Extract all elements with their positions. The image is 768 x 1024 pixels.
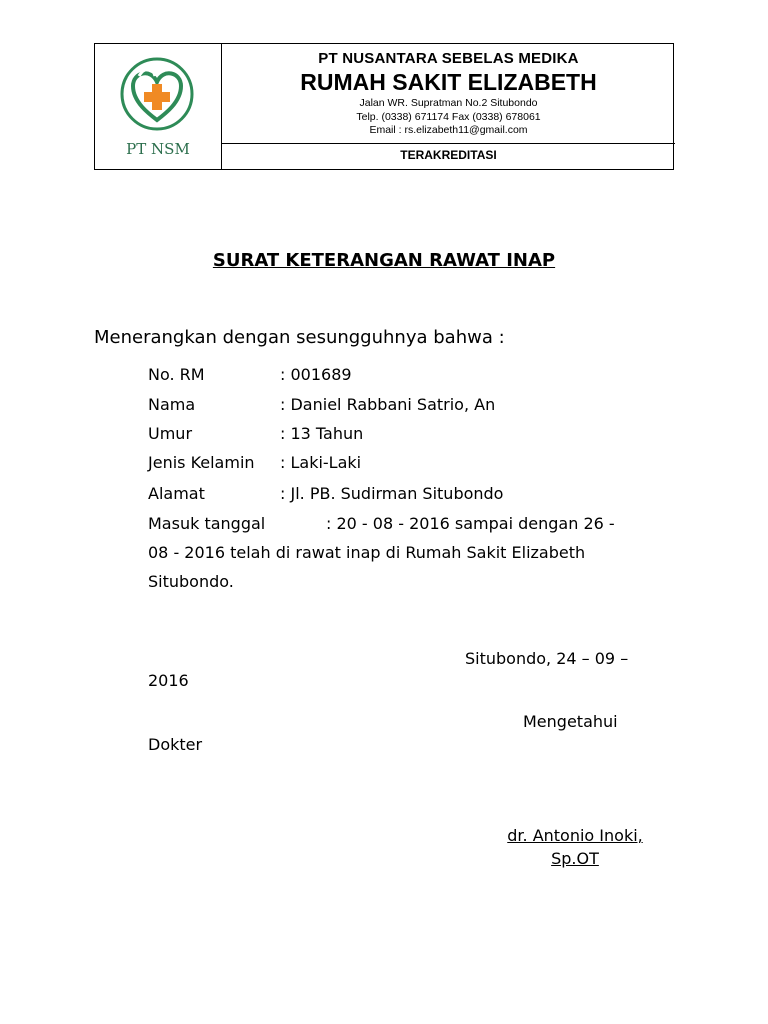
hospital-name: RUMAH SAKIT ELIZABETH	[300, 69, 597, 95]
acknowledged-label: Mengetahui	[523, 712, 618, 731]
field-value-alamat: : Jl. PB. Sudirman Situbondo	[280, 484, 504, 503]
company-name: PT NUSANTARA SEBELAS MEDIKA	[318, 50, 579, 67]
field-value-no-rm: : 001689	[280, 365, 352, 384]
doctor-name: dr. Antonio Inoki,	[507, 826, 643, 845]
place-date-year: 2016	[148, 671, 189, 690]
hospital-phone: Telp. (0338) 671174 Fax (0338) 678061	[356, 111, 541, 123]
stay-label: Masuk tanggal	[148, 514, 266, 533]
place-date: Situbondo, 24 – 09 –	[465, 649, 629, 668]
accreditation-status: TERAKREDITASI	[400, 148, 497, 162]
letterhead	[94, 43, 674, 170]
stay-location: Situbondo.	[148, 572, 234, 591]
intro-statement: Menerangkan dengan sesungguhnya bahwa :	[94, 327, 505, 348]
field-label-jenis-kelamin: Jenis Kelamin	[148, 453, 255, 472]
acknowledged-role: Dokter	[148, 735, 203, 754]
header-horizontal-divider	[221, 143, 675, 144]
field-label-nama: Nama	[148, 395, 196, 414]
field-label-alamat: Alamat	[148, 484, 205, 503]
field-label-no-rm: No. RM	[148, 365, 205, 384]
stay-period-end: 08 - 2016 telah di rawat inap di Rumah Sakit Elizabeth	[148, 543, 586, 562]
field-label-umur: Umur	[148, 424, 193, 443]
field-value-nama: : Daniel Rabbani Satrio, An	[280, 395, 496, 414]
doctor-specialty: Sp.OT	[551, 849, 599, 868]
hospital-email: Email : rs.elizabeth11@gmail.com	[369, 124, 528, 136]
hospital-address: Jalan WR. Supratman No.2 Situbondo	[359, 97, 538, 109]
document-title: SURAT KETERANGAN RAWAT INAP	[212, 250, 556, 271]
field-value-umur: : 13 Tahun	[280, 424, 364, 443]
logo-caption: PT NSM	[126, 140, 190, 158]
stay-period-start: : 20 - 08 - 2016 sampai dengan 26 -	[326, 514, 615, 533]
field-value-jenis-kelamin: : Laki-Laki	[280, 453, 362, 472]
hospital-logo-icon	[119, 56, 195, 132]
